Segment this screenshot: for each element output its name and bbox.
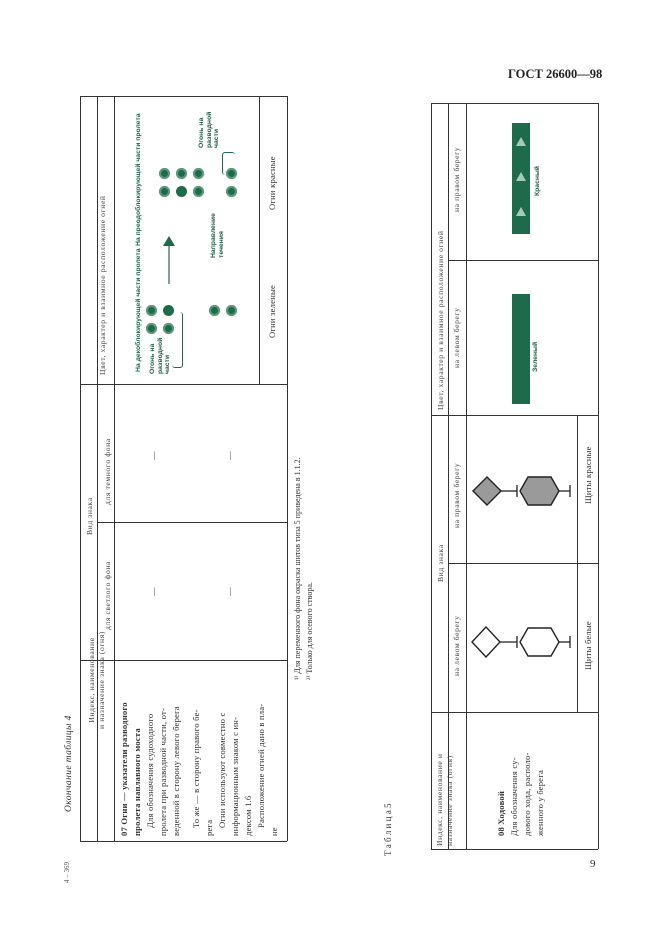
t4-row-index: 07 Огни — указатели разводного пролета наплавного моста Для обозначения судоходного пролета при разводной части, от- веденной в сторону левого берега bbox=[119, 702, 181, 836]
t4-light-dot bbox=[146, 305, 157, 316]
t4-dash-dark-2: — bbox=[224, 451, 234, 460]
t4-callout-a: Огонь на разводной части bbox=[149, 337, 171, 374]
t5-green-label: Зеленый bbox=[532, 341, 539, 372]
t4-footnote-1: ¹⁾ Для переменного фона окраска шитов типа 5 приведена в 1.1.2. bbox=[293, 457, 302, 680]
t4-dash-light-2: — bbox=[224, 587, 234, 596]
t4-sched-right-label: На преодоблокирующей части пролета bbox=[135, 113, 142, 246]
page-code: 4 – 369 bbox=[63, 862, 71, 883]
t4-head-view: Вид знака bbox=[85, 497, 94, 535]
t4-callout-b: Огонь на разводной части bbox=[198, 111, 220, 148]
t5-head-color-left: на левом берегу bbox=[452, 307, 461, 368]
t5-white-shields: Щиты белые bbox=[583, 621, 593, 670]
t4-light-dot bbox=[226, 305, 237, 316]
t5-head-right-bank: на правом берегу bbox=[452, 462, 461, 528]
t5-head-color: Цвет, характер и взаимное расположение огней bbox=[436, 230, 445, 410]
t4-head-index: Индекс, наименование и назначение знака (огня) bbox=[87, 631, 106, 729]
table4-caption: Окончание таблицы 4 bbox=[64, 715, 74, 812]
t5-row-index: 08 Ходовой Для обозначения су- дового хода, располо- женного у берега bbox=[496, 752, 545, 836]
triangle-icon bbox=[516, 137, 526, 146]
page-number: 9 bbox=[590, 858, 596, 870]
t4-light-dot bbox=[176, 186, 187, 197]
t4-footnote-2: ²⁾ Только для осевого створа. bbox=[305, 582, 314, 680]
t4-row-note: То же — в сторону правого бе- рега Огни используют совместно с информационным знаком с ин- дексом 1.6 Расположение огней дано в пла- не bbox=[191, 703, 279, 836]
t4-dash-dark-1: — bbox=[148, 451, 158, 460]
table5-caption: Т а б л и ц а 5 bbox=[383, 803, 393, 856]
t4-light-dot bbox=[209, 305, 220, 316]
t4-green-lights: Огни зеленые bbox=[267, 285, 277, 338]
flow-arrow-icon bbox=[163, 236, 175, 286]
t5-head-view: Вид знака bbox=[436, 544, 445, 582]
t4-light-dot bbox=[159, 168, 170, 179]
t4-dash-light-1: — bbox=[148, 587, 158, 596]
t4-sched-left-label: На декоблокирующей части пролета bbox=[135, 248, 142, 372]
t4-red-lights: Огни красные bbox=[267, 156, 277, 210]
t5-red-light-panel bbox=[512, 123, 530, 234]
t4-head-dark-bg: для темного фона bbox=[103, 438, 112, 505]
t4-light-dot bbox=[226, 186, 237, 197]
t4-arrow-label: Направление течения bbox=[210, 213, 225, 258]
t5-red-label: Красный bbox=[534, 166, 541, 196]
t4-light-dot bbox=[193, 168, 204, 179]
t4-light-dot bbox=[146, 323, 157, 334]
t4-light-dot bbox=[193, 186, 204, 197]
triangle-icon bbox=[516, 172, 526, 181]
right-bank-sign-icon bbox=[470, 430, 575, 555]
t4-light-dot bbox=[159, 186, 170, 197]
standard-title: ГОСТ 26600—98 bbox=[508, 67, 603, 81]
t5-head-left-bank: на левом берегу bbox=[452, 615, 461, 676]
triangle-icon bbox=[516, 207, 526, 216]
t4-head-light-bg: для светлого фона bbox=[103, 560, 112, 630]
t4-head-color: Цвет, характер и взаимное расположение огней bbox=[98, 195, 107, 375]
t5-head-color-right: на правом берегу bbox=[452, 146, 461, 212]
t4-light-dot bbox=[176, 168, 187, 179]
t5-red-shields: Щиты красные bbox=[583, 446, 593, 504]
t5-head-index: Индекс, наименование и назначение знака (огня) bbox=[435, 753, 454, 846]
t5-green-light-panel bbox=[512, 294, 530, 404]
left-bank-sign-icon bbox=[470, 575, 575, 705]
